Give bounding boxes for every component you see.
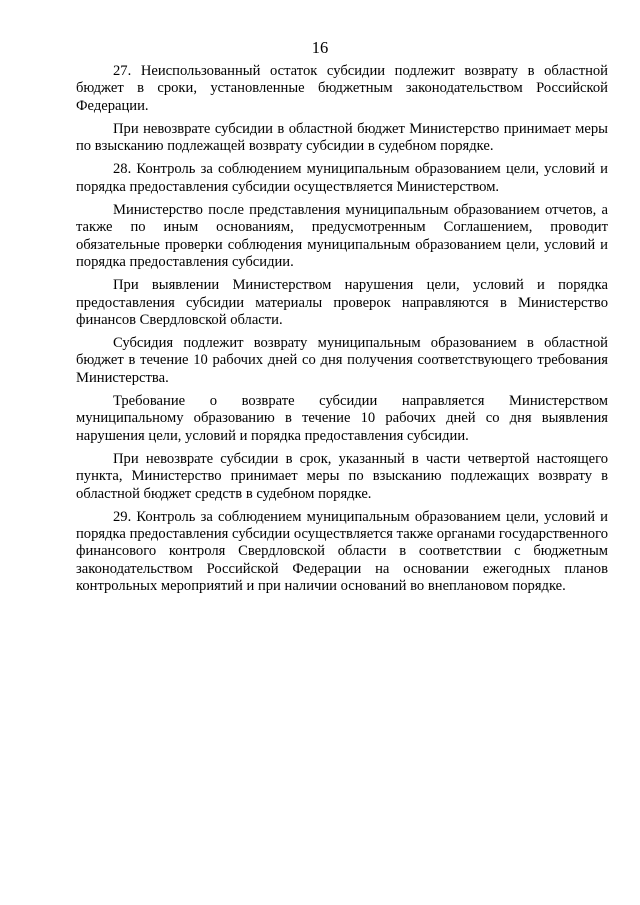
paragraph-28-violations: При выявлении Министерством нарушения цели, условий и порядка предоставления субсидии материалы проверок направляются в Министерство финансов Свердловской области. — [76, 277, 608, 328]
paragraph-27-recovery: При невозврате субсидии в областной бюджет Министерство принимает меры по взысканию подлежащей возврату субсидии в судебном порядке. — [76, 120, 608, 155]
page-number: 16 — [311, 38, 329, 57]
paragraph-28-refund-term: Субсидия подлежит возврату муниципальным образованием в областной бюджет в течение 10 рабочих дней со дня получения соответствующего требования Министерства. — [76, 335, 608, 386]
paragraph-27: 27. Неиспользованный остаток субсидии подлежит возврату в областной бюджет в сроки, установленные бюджетным законодательством Российской Федерации. — [76, 63, 608, 114]
paragraph-29: 29. Контроль за соблюдением муниципальным образованием цели, условий и порядка предоставления субсидии осуществляется также органами государственного финансового контроля Свердловской области в соответствии с бюджетным законодательством Российской Федерации на основании ежегодных планов контрольных мероприятий и при наличии оснований во внеплановом порядке. — [76, 508, 608, 595]
paragraph-28-inspections: Министерство после представления муниципальным образованием отчетов, а также по иным основаниям, предусмотренным Соглашением, проводит обязательные проверки соблюдения муниципальным образованием цели, условий и порядка предоставления субсидии. — [76, 202, 608, 270]
paragraph-28: 28. Контроль за соблюдением муниципальным образованием цели, условий и порядка предоставления субсидии осуществляется Министерством. — [76, 161, 608, 195]
document-body — [76, 63, 608, 601]
paragraph-28-court-recovery: При невозврате субсидии в срок, указанный в части четвертой настоящего пункта, Министерство принимает меры по взысканию подлежащих возврату в областной бюджет средств в судебном порядке. — [76, 450, 608, 502]
paragraph-28-refund-demand: Требование о возврате субсидии направляется Министерством муниципальному образованию в течение 10 рабочих дней со дня выявления нарушения цели, условий и порядка предоставления субсидии. — [76, 393, 608, 444]
